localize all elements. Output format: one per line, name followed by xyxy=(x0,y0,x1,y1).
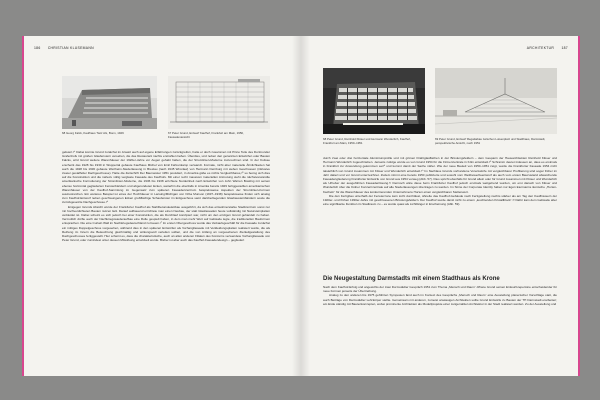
right-page-number: 187 xyxy=(561,46,568,50)
body-paragraph: Nach dem Kaufhof-Erfolg und angesichts der zwei Dormstädter Gespräch 1951 zum Thema „Mensch und Raum“ öffnete Grund seinen Entwurfsrepertoire entscheidender für neue Formen jenseits der Übertreibung. xyxy=(323,285,557,294)
figure-photo-kaufhof-frankfurt xyxy=(323,68,425,134)
body-paragraph: durch zwei oder drei horizontale Aluminiumprofile und mit grünen Drahtglasflächen in der Brüstungsfeldern – dem Gespann der Hausarchitekten Reinhold Klüser und Hermann Wunderlich zugeschrieben. Jenseits zufolge wurde es von Grund 1954 für die Firmenzentrale in Köln entwickelt.²⁸ Schramm deutet indessen an, dass es erstmals in Frankfurt zur Anwendung gekommen sei²⁹ und kommt damit der Sache näher. Wie der neue Bauteil von 1950–1951 zeigt, wurde die Frankfurter Fassade 1954 nicht tatsächlich von Grund zusammen mit Klüser und Wunderlich entwickelt.³⁰ Im Nachlass Grunds vorhandene Vorentwürfe mit vergleichbarer Profilierung sind sogar früher im Jahr datiert und vor Grund unterzeichnet. Zudem nimmt eine bereits 1950 publizierte und sowohl vom Wettbewerbsentwurf als auch vom ersten Bauzustand abweichende Fassadengliederung Frankfurter Entwürfe von Grund aus 1954 vorweg (Abb. 57). Dies spricht ebenfalls für Grund allein oder für Grund zusammen mit Klüser und Wunderlich als Urheber der ausgeführten Fassadenlösung.³¹ Dennoch wäre diese beim Frankfurter Kaufhof jedoch erstmals weitgehend wurden, um erst danach von Klüser und Wunderlich über die Kölner Konzernzentrale auf alle Niederlassungen übertragen zu werden. Im Sinne der Corporate Identity haben nur Egon Eiermanns ikonische „Horten-Kacheln“ für die Warenhäuser des konkurrierenden Unternehmens Horten einen vergleichbaren Stellenwert. xyxy=(323,156,557,194)
left-body-text xyxy=(62,150,270,368)
left-running-head xyxy=(34,46,94,50)
body-paragraph: gefeiert.²⁴ Dabei konnte Grund zunächst im Ansatz auch auf eigene Erfahrungen zurückgreifen, hatte er doch zusammen mit Pinno Teile des Dortmunder Grafenhofs mit großen Glasfenstern versehen, die das Restaurant nachts erstrahlen ließen. Überdies, und neben den genannten Entwürfen oder Bauten Falcks, wird Grund weitere Warenhäuser der 1920er-Jahre vor Augen gehabt haben, die der Stromlinien-Moderne zuzurechnen sind. In der Kulisse erscheint das 1928 bis 1930 in Wuppertal gebaute Kaufhaus Michel von Emil Fahrenkamp verwandt. Formale, nicht aber materielle Ähnlichkeiten hat auch die 1928 bis 1930 gebaute Wertheim-Niederlassung in Breslau (nach 1945 Wrocław) von Hermann Dernburg mit sieben Geschossen (inklusive zweier gestaffelter Dachgeschosse). Hatte die Zeitschrift Der Baumeister 1951 postuliert, in Amerika gäbe es nichts Vergleichbares,²⁵ so bezog sich dies auf die Konstruktion und die nahezu völlig verglaste Fassade des Kaufhofs. Mit einer recht massiven materiellen Anmutung steht die nächstverwandte amerikanische Formulierung der Stromlinien-Moderne, die 1936 bis 1938 errichtete Nordeinheit nach Entwürfen von John Warren Bowling mit seinen ebenso horizontal gegliederten Fensterbändern und abgerundeten Ecken, weiterhin die ebenfalls in Amerika bereits 1929 fertiggestellten amerikanischen Warenhäuser von der Kaufhof-Sammlung im Gegensatz zum späteren Fassadenzentrum beispielsweise Aspekten der Stromlinien-Formen auszustreichen. Ein weiteres Beispiel ist eines der Hochhäuser in Lansing/Michigan von Orba Munson (1937–1938) beispielsweise finden sich analog zum Kaufhof-Entwurf neben geschwungenen Ecken großflächige Schaufenster im Erdgeschoss samt darüberliegenden Glasbausteinbändern sowie die zurückgesetzte Dachgeschosse.²⁶ xyxy=(62,150,270,205)
figure-drawing-facade xyxy=(168,76,270,129)
figure-caption-4: 69 Peter Grund, Entwurf Regattabau zwischen Luisenplatz und Stadthaus, Darmstadt, perspektivische Ansicht, nach 1951 xyxy=(435,137,546,145)
left-page xyxy=(22,36,301,376)
body-paragraph: Analog zu den anderen bis 1975 geführten Symposien fand auch im Kontext des Gesprächs „Mensch und Raum“ eine Ausstellung planerischer Vorschläge statt, die auch Beiträge von Darmstädter Lehrkörper stellte. Gemeinsam mit anderen, zumeist ansässigen Architekten sollte Grund Entwürfe zu Bauten der TH Darmstadt erarbeiten; am Ende ständig mit Bautenkonzepten, wobei prominente Architekten als Modellprojekte einer zeitgemäßen Architektur in der Stadt realisiert werden. Zu der Ausstellung und xyxy=(323,293,557,306)
figure-caption-2: 67 Peter Grund, Entwurf Kaufhof, Frankfurt am Main, 1950, Fassadenansicht xyxy=(168,131,244,139)
right-running-head-text: ARCHITEKTUR xyxy=(526,46,555,50)
body-paragraph: Entgegen Grunds Absicht wurde der Frankfurter Kaufhof als Stahlbetonskelettbau ausgeführt, da sich das einwohnerstarke Stadtzentrum sonst nur mit hochverdichteten Bauten nutzen ließ. Darauf aufbauend errichtete man einen Neubau, der statt Glasfassaden heute vollständig mit Natursteinplatten verkleidet ist. Dabei scheint es sich jedoch bei einer Konstruktion, die als Durchlauf konzipiert war, nicht um den einzigen Grund gehandelt zu haben. Vermutlich dürfte auch der Nachkriegswiederaufbau eine Rolle gespielt haben, in dem man mehr Wert auf Gebäude legte, die traditionellen Bauformen entsprachen. Die eine Curtain Wall im Nachkriegsdeutschland zu bauen.²⁷ Im ersten Obergeschoss wurde das Verkaufsgeschäft für die Fassade zunächst ein mittiges Doppelgeschoss vorgesehen, während dies in den späteren Entwürfen als Vorhangfassade mit Verkleidungsplatten realisiert wurde, die als Reihung im Innern die Beleuchtung gleichmäßig und wirkungsvoll verteilen sollten, und die von Anfang an vorgesehenen Zierkeilgestaltung des Dachgeschosses fertiggestellt. Hier scheint es, dass die charakteristische, auch an allen anderen Filialen des Konzerns verwendete Vorhangfassade von Peter Grund, oder zumindest unter dessen Mitwirkung entwickelt wurde. Bisher ist aber auch das Kaufhof-Fassadendesign – gegliedert xyxy=(62,204,270,243)
right-running-head xyxy=(527,46,568,50)
left-page-number: 186 xyxy=(34,46,41,50)
right-body-text-top xyxy=(323,156,557,271)
open-book xyxy=(22,36,580,376)
right-body-text-bottom xyxy=(323,285,557,369)
figure-photo-kaufhaus-bonn xyxy=(62,76,157,129)
section-heading: Die Neugestaltung Darmstadts mit einem Stadthaus als Krone xyxy=(323,276,500,282)
figure-sketch-stadthaus xyxy=(435,68,557,134)
right-page xyxy=(301,36,580,376)
book-gutter xyxy=(292,36,310,376)
figure-caption-1: 68 Georg Falck, Kaufhaus Tietz AG, Bonn, 1929 xyxy=(62,131,124,135)
body-paragraph: Die den Fertigbau unterhalb der Fensterzone kein Licht durchlässt, ähnelte das Kaufhof-Gebäude nach Fertigstellung nachts stärker als am Tag den Kaufhäusern der 1920er- und frühen 1930er-Jahre mit geschlossenen Brüstungsfeldern. Der Kaufhof wurde damit nicht zu einem „leuchtenden Kristallblock“.³² Dafür kam dem Gebäude aber eine signifikante Funktion im Stadtraum zu – es wurde quasi als Lichtfänger in Erscheinung (Abb. 59). xyxy=(323,193,557,207)
figure-caption-3: 68 Peter Grund, Reinhold Klüser und Hermann Wunderlich, Kaufhof, Frankfurt am Main, 1950–1951 xyxy=(323,137,411,145)
left-running-head-text: CHRISTIAN KLUSEMANN xyxy=(47,46,94,50)
